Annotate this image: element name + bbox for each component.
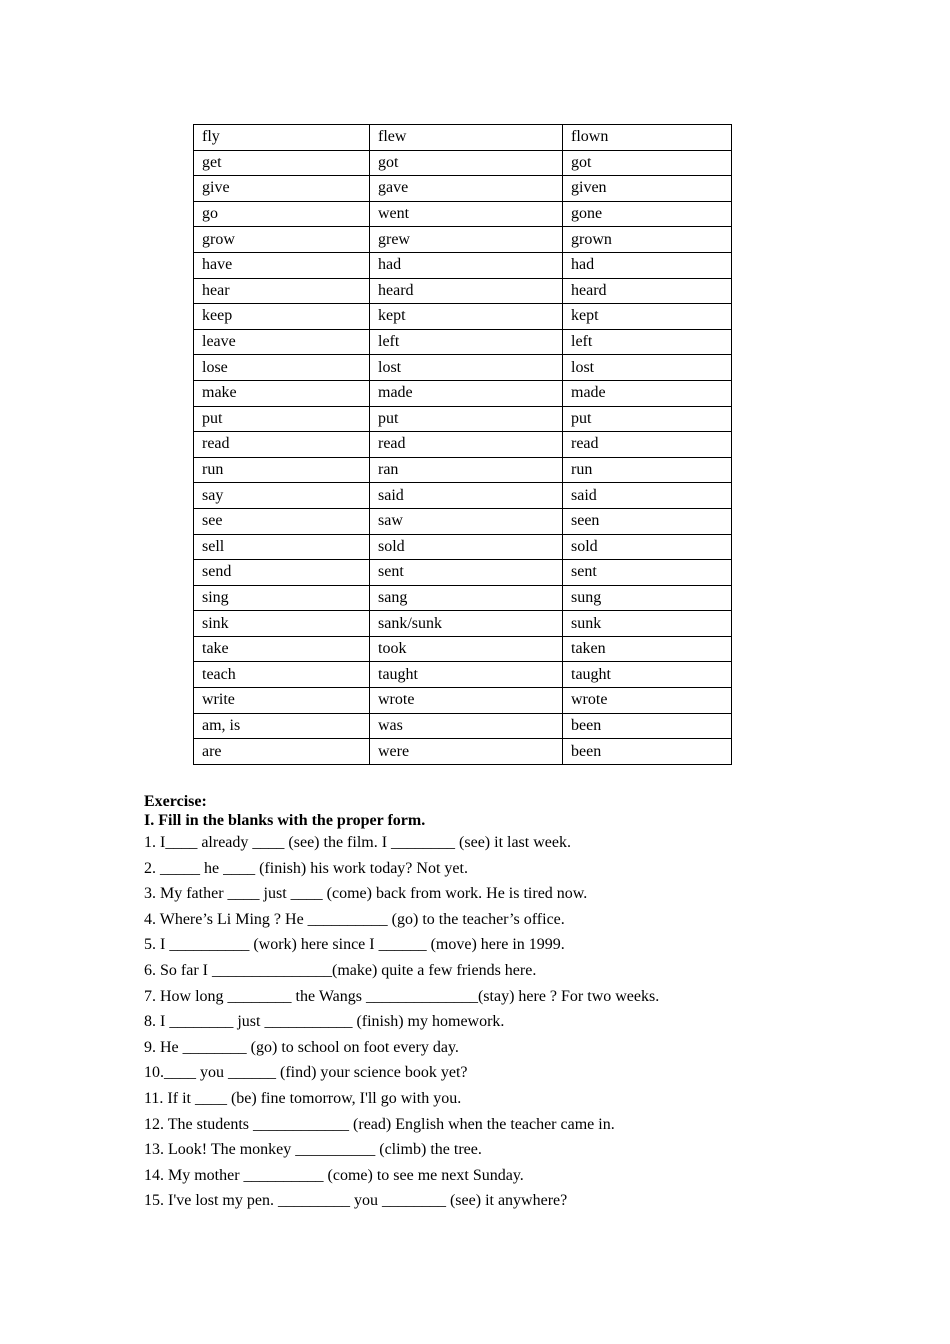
past-tense-cell: kept — [370, 304, 563, 330]
past-participle-cell: been — [563, 739, 732, 765]
past-participle-cell: been — [563, 713, 732, 739]
base-form-cell: take — [194, 636, 370, 662]
exercise-item: 13. Look! The monkey __________ (climb) the tree. — [144, 1141, 482, 1159]
past-tense-cell: wrote — [370, 688, 563, 714]
base-form-cell: hear — [194, 278, 370, 304]
past-participle-cell: sent — [563, 560, 732, 586]
past-tense-cell: sang — [370, 585, 563, 611]
base-form-cell: have — [194, 252, 370, 278]
past-tense-cell: left — [370, 329, 563, 355]
verb-row — [194, 278, 732, 304]
exercise-item: 12. The students ____________ (read) English when the teacher came in. — [144, 1115, 615, 1133]
past-participle-cell: got — [563, 150, 732, 176]
verb-row — [194, 636, 732, 662]
past-participle-cell: said — [563, 483, 732, 509]
past-tense-cell: were — [370, 739, 563, 765]
verb-row — [194, 508, 732, 534]
base-form-cell: am, is — [194, 713, 370, 739]
exercise-item: 2. _____ he ____ (finish) his work today? Not yet. — [144, 859, 468, 877]
verb-row — [194, 380, 732, 406]
past-tense-cell: went — [370, 201, 563, 227]
past-tense-cell: said — [370, 483, 563, 509]
past-participle-cell: sung — [563, 585, 732, 611]
verb-row — [194, 252, 732, 278]
base-form-cell: teach — [194, 662, 370, 688]
past-tense-cell: sold — [370, 534, 563, 560]
verb-row — [194, 560, 732, 586]
base-form-cell: make — [194, 380, 370, 406]
past-tense-cell: read — [370, 432, 563, 458]
exercise-item: 7. How long ________ the Wangs ______________(stay) here ? For two weeks. — [144, 987, 660, 1005]
past-tense-cell: gave — [370, 176, 563, 202]
base-form-cell: sing — [194, 585, 370, 611]
past-participle-cell: run — [563, 457, 732, 483]
past-participle-cell: sold — [563, 534, 732, 560]
base-form-cell: leave — [194, 329, 370, 355]
exercise-item: 8. I ________ just ___________ (finish) my homework. — [144, 1013, 505, 1031]
past-tense-cell: put — [370, 406, 563, 432]
verb-row — [194, 483, 732, 509]
exercise-item: 9. He ________ (go) to school on foot every day. — [144, 1038, 459, 1056]
past-tense-cell: flew — [370, 125, 563, 151]
verb-row — [194, 739, 732, 765]
verb-row — [194, 432, 732, 458]
exercise-item: 15. I've lost my pen. _________ you ________ (see) it anywhere? — [144, 1192, 568, 1210]
exercise-item: 10.____ you ______ (find) your science book yet? — [144, 1064, 468, 1082]
base-form-cell: put — [194, 406, 370, 432]
exercise-item: 4. Where’s Li Ming ? He __________ (go) to the teacher’s office. — [144, 910, 565, 928]
past-participle-cell: seen — [563, 508, 732, 534]
base-form-cell: write — [194, 688, 370, 714]
base-form-cell: sink — [194, 611, 370, 637]
past-tense-cell: lost — [370, 355, 563, 381]
verb-row — [194, 125, 732, 151]
irregular-verb-table — [193, 124, 732, 765]
base-form-cell: give — [194, 176, 370, 202]
past-tense-cell: took — [370, 636, 563, 662]
base-form-cell: are — [194, 739, 370, 765]
past-tense-cell: ran — [370, 457, 563, 483]
past-tense-cell: had — [370, 252, 563, 278]
past-participle-cell: flown — [563, 125, 732, 151]
base-form-cell: say — [194, 483, 370, 509]
exercise-item: 14. My mother __________ (come) to see me next Sunday. — [144, 1166, 524, 1184]
past-participle-cell: read — [563, 432, 732, 458]
base-form-cell: lose — [194, 355, 370, 381]
past-participle-cell: wrote — [563, 688, 732, 714]
exercise-item: 11. If it ____ (be) fine tomorrow, I'll go with you. — [144, 1089, 462, 1107]
past-tense-cell: saw — [370, 508, 563, 534]
verb-row — [194, 585, 732, 611]
base-form-cell: fly — [194, 125, 370, 151]
past-tense-cell: grew — [370, 227, 563, 253]
past-participle-cell: gone — [563, 201, 732, 227]
past-participle-cell: kept — [563, 304, 732, 330]
verb-row — [194, 329, 732, 355]
exercise-list — [144, 830, 864, 1214]
past-tense-cell: was — [370, 713, 563, 739]
verb-row — [194, 688, 732, 714]
past-participle-cell: left — [563, 329, 732, 355]
past-participle-cell: given — [563, 176, 732, 202]
verb-row — [194, 227, 732, 253]
past-participle-cell: grown — [563, 227, 732, 253]
exercise-item: 1. I____ already ____ (see) the film. I ________ (see) it last week. — [144, 834, 571, 851]
verb-row — [194, 150, 732, 176]
past-participle-cell: sunk — [563, 611, 732, 637]
past-tense-cell: made — [370, 380, 563, 406]
base-form-cell: get — [194, 150, 370, 176]
past-tense-cell: heard — [370, 278, 563, 304]
verb-row — [194, 406, 732, 432]
base-form-cell: see — [194, 508, 370, 534]
past-participle-cell: put — [563, 406, 732, 432]
past-participle-cell: taken — [563, 636, 732, 662]
base-form-cell: sell — [194, 534, 370, 560]
verb-row — [194, 355, 732, 381]
exercise-item: 3. My father ____ just ____ (come) back from work. He is tired now. — [144, 885, 588, 903]
exercise-heading: Exercise: — [144, 793, 207, 810]
base-form-cell: go — [194, 201, 370, 227]
verb-table-body — [194, 125, 732, 765]
past-tense-cell: got — [370, 150, 563, 176]
past-tense-cell: taught — [370, 662, 563, 688]
past-participle-cell: taught — [563, 662, 732, 688]
verb-row — [194, 534, 732, 560]
verb-row — [194, 304, 732, 330]
exercise-section — [144, 792, 864, 1214]
exercise-instruction: I. Fill in the blanks with the proper form. — [144, 812, 426, 829]
past-participle-cell: heard — [563, 278, 732, 304]
exercise-item: 5. I __________ (work) here since I ______ (move) here in 1999. — [144, 936, 565, 954]
verb-row — [194, 611, 732, 637]
past-tense-cell: sent — [370, 560, 563, 586]
base-form-cell: read — [194, 432, 370, 458]
verb-row — [194, 662, 732, 688]
past-participle-cell: made — [563, 380, 732, 406]
verb-row — [194, 176, 732, 202]
past-participle-cell: had — [563, 252, 732, 278]
base-form-cell: keep — [194, 304, 370, 330]
past-participle-cell: lost — [563, 355, 732, 381]
past-tense-cell: sank/sunk — [370, 611, 563, 637]
verb-row — [194, 201, 732, 227]
verb-row — [194, 713, 732, 739]
base-form-cell: grow — [194, 227, 370, 253]
verb-row — [194, 457, 732, 483]
base-form-cell: run — [194, 457, 370, 483]
exercise-item: 6. So far I _______________(make) quite a few friends here. — [144, 961, 537, 979]
base-form-cell: send — [194, 560, 370, 586]
